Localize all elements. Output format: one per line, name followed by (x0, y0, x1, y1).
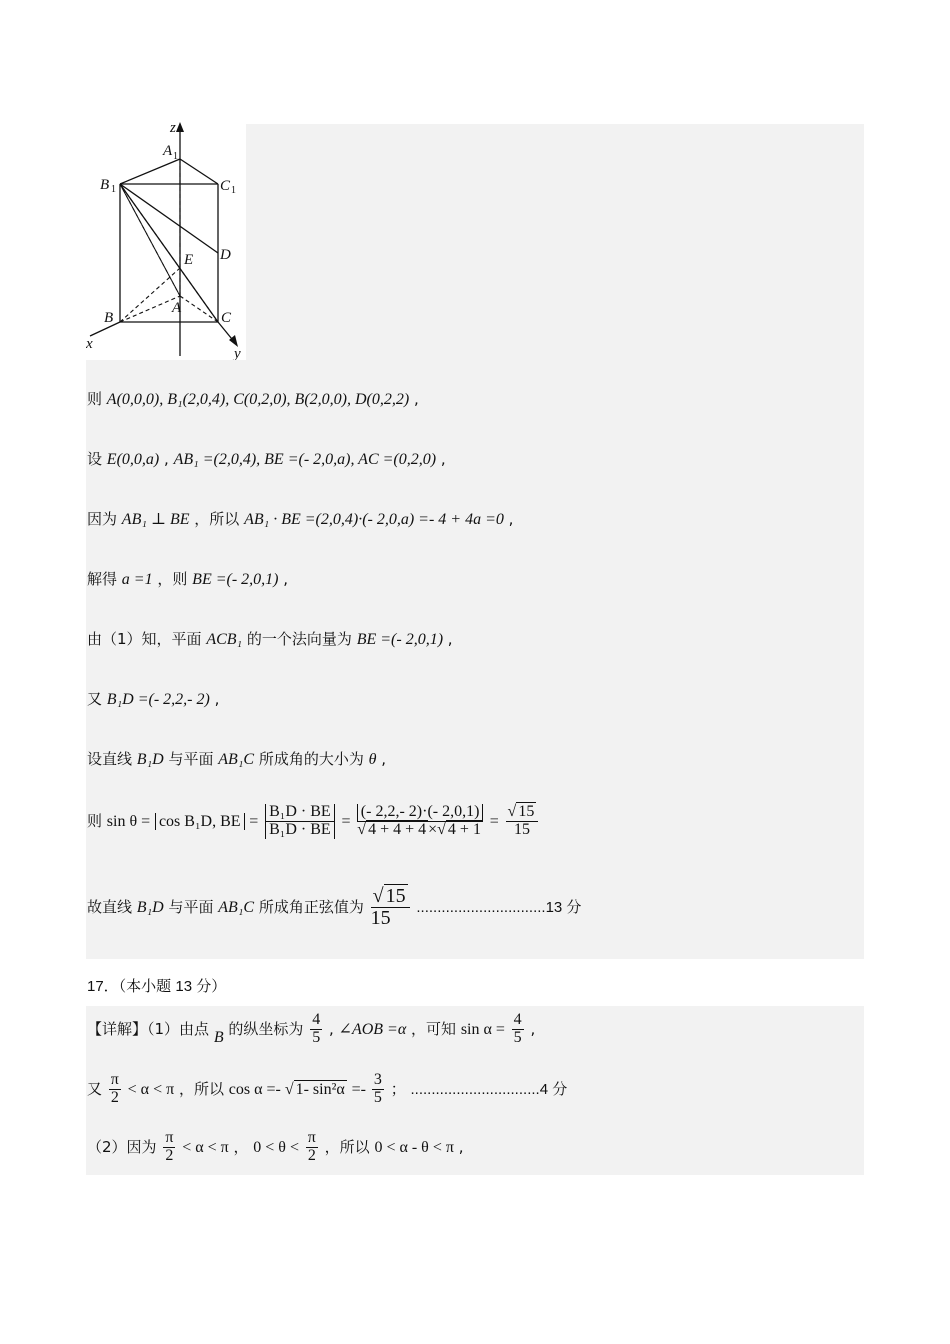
fraction-den: 5 (513, 1028, 522, 1046)
text: , (440, 450, 446, 468)
fraction-pi-2 (109, 1072, 121, 1107)
text: 由（1）知，平面 (87, 630, 202, 648)
text: 设直线 (87, 750, 133, 768)
radicand: 15 (518, 803, 535, 820)
fraction-num: π (110, 1071, 119, 1088)
math-be: BE =(- 2,0,1) (192, 571, 279, 588)
text: 则 (87, 811, 103, 830)
fraction-num: √ 15 (506, 804, 539, 822)
edge-BA (120, 296, 180, 322)
text: ，所以 (324, 1137, 370, 1156)
math-cos: cos B₁D, BE (155, 813, 245, 830)
radicand: 4 + 1 (447, 820, 481, 838)
score-13: ...............................13 分 (416, 899, 582, 916)
line-angle-def (87, 748, 386, 769)
fraction-1 (265, 804, 335, 839)
fraction-den: 15 (370, 907, 391, 929)
math-ineq: < α < π (182, 1138, 229, 1156)
label-B1: B (100, 177, 110, 193)
math-eq: = (249, 812, 259, 830)
text: , (413, 390, 419, 408)
math-sin: sin α = (460, 1020, 505, 1038)
fraction-num: 4 (513, 1011, 522, 1028)
math-a: a =1 (121, 571, 153, 588)
text: ，则 (157, 570, 188, 588)
text: , (283, 570, 289, 588)
math-ineq: 0 < α - θ < π (374, 1138, 454, 1156)
math-b1d: B₁D =(- 2,2,- 2) (106, 691, 210, 708)
line-perpendicular (87, 508, 513, 529)
fraction-num: √ 15 (371, 886, 410, 908)
math-eq: = (489, 812, 499, 830)
text: 所成角正弦值为 (258, 898, 364, 916)
math-line: B₁D (136, 751, 164, 768)
radicand: 1- sin²α (295, 1080, 345, 1098)
line-17-part2 (87, 1130, 464, 1165)
fraction-num: 3 (373, 1071, 382, 1088)
line-conclusion (87, 886, 581, 929)
text: 的一个法向量为 (246, 630, 352, 648)
math-plane: ACB₁ (206, 631, 243, 648)
score-4: ...............................4 分 (410, 1080, 568, 1098)
fraction-num: π (165, 1129, 174, 1146)
text: , (508, 510, 514, 528)
z-arrow (176, 122, 184, 132)
math-perp: AB₁ ⊥ BE (121, 511, 190, 528)
problem-17-heading: 17．（本小题 13 分） (87, 978, 227, 995)
text: , (530, 1019, 536, 1038)
math-dot-product: AB₁ · BE =(2,0,4)·(- 2,0,a) =- 4 + 4a =0 (244, 511, 504, 528)
fraction-4-5 (310, 1012, 322, 1047)
fraction-sin (512, 1012, 524, 1047)
prism-figure (86, 118, 246, 360)
math-plane: AB₁C (218, 899, 255, 916)
text: 则 (87, 390, 103, 408)
text: 设 (87, 450, 103, 468)
label-C1-sub: 1 (231, 185, 236, 196)
text: 又 (87, 690, 103, 708)
fraction-num: π (307, 1129, 316, 1146)
radicand: 4 + 4 + 4 (368, 820, 427, 838)
line-solve-a (87, 568, 288, 589)
text: 与平面 (168, 898, 214, 916)
fraction-3-5 (372, 1072, 384, 1107)
line-sin-formula (87, 804, 540, 839)
math-angle: ∠AOB =α (338, 1020, 407, 1038)
text: （2）因为 (87, 1137, 157, 1156)
text: ， (233, 1137, 249, 1156)
fraction-3 (506, 804, 539, 839)
line-coordinates (87, 388, 419, 409)
text: , (164, 450, 169, 468)
text: 解得 (87, 570, 118, 588)
segment-BE (120, 268, 180, 322)
fraction-pi-2 (306, 1130, 318, 1165)
math-be: BE =(- 2,0,1) (356, 631, 444, 648)
text: 与平面 (168, 750, 214, 768)
answer-fraction (371, 886, 410, 929)
text: , (458, 1137, 464, 1156)
math-cos: cos α =- (228, 1080, 285, 1098)
text: , (214, 690, 220, 708)
text: ； (390, 1079, 406, 1098)
math-sqrt: √ 1- sin²α (284, 1080, 345, 1098)
math-coordinates: A(0,0,0), B₁(2,0,4), C(0,2,0), B(2,0,0), D(0,2,2) (106, 391, 410, 408)
text: , (381, 750, 387, 768)
line-17-part1 (87, 1012, 535, 1047)
fraction-den: 5 (373, 1088, 382, 1106)
text: , (328, 1019, 334, 1038)
text: 【详解】（1）由点 (87, 1019, 210, 1038)
math-vectors: AB₁ =(2,0,4), BE =(- 2,0,a), AC =(0,2,0) (173, 451, 437, 468)
label-B1-sub: 1 (111, 184, 116, 195)
line-set-e (87, 448, 446, 469)
math-ineq: < α < π (127, 1080, 175, 1098)
fraction-den: 2 (110, 1088, 119, 1106)
fraction-den: B₁D · BE (265, 822, 335, 839)
fraction-num: B₁D · BE (265, 804, 335, 822)
edge-A1C1 (180, 159, 218, 184)
label-B: B (104, 310, 114, 326)
label-y: y (234, 346, 241, 360)
math-point-b: B (213, 1028, 224, 1046)
line-normal-vector (87, 628, 453, 649)
text: 的纵坐标为 (228, 1019, 304, 1038)
text: 所成角的大小为 (258, 750, 364, 768)
label-A1-sub: 1 (173, 151, 178, 162)
fraction-pi-2 (163, 1130, 175, 1165)
radicand: 15 (385, 885, 406, 907)
label-z: z (170, 120, 176, 136)
text: 又 (87, 1079, 103, 1098)
text: ，可知 (411, 1019, 457, 1038)
line-b1d (87, 688, 219, 709)
math-ineq: 0 < θ < (253, 1138, 299, 1156)
math-eq: = (341, 812, 351, 830)
edge-AC (180, 296, 218, 322)
math-theta: θ (368, 751, 377, 768)
fraction-den: 2 (307, 1146, 316, 1164)
text: ，所以 (178, 1079, 224, 1098)
label-C1: C (220, 178, 231, 194)
fraction-den: 5 (312, 1028, 321, 1046)
label-A1: A (163, 143, 173, 159)
label-D: D (220, 247, 231, 263)
fraction-den: √ 4 + 4 + 4 ×√ 4 + 1 (357, 820, 481, 838)
fraction-2 (357, 804, 483, 839)
math-sin: sin θ = (106, 812, 151, 830)
segment-B1D (120, 184, 218, 253)
fraction-num: 4 (312, 1011, 321, 1028)
text: ，所以 (194, 510, 240, 528)
math-point-e: E(0,0,a) (106, 451, 160, 468)
math-plane: AB₁C (218, 751, 255, 768)
math-line: B₁D (136, 899, 164, 916)
fraction-num: (- 2,2,- 2)·(- 2,0,1) (357, 804, 483, 822)
text: , (447, 630, 453, 648)
times: × (428, 820, 438, 838)
prism-diagram (86, 118, 246, 360)
label-x: x (86, 336, 93, 352)
text: 因为 (87, 510, 118, 528)
label-A: A (172, 300, 182, 316)
label-C: C (221, 310, 232, 326)
line-17-cos (87, 1072, 567, 1107)
label-E: E (184, 252, 194, 268)
fraction-den: 2 (165, 1146, 174, 1164)
math-eq: =- (351, 1080, 370, 1098)
edge-B1A1 (120, 159, 180, 184)
text: 故直线 (87, 898, 133, 916)
fraction-den: 15 (513, 820, 530, 838)
